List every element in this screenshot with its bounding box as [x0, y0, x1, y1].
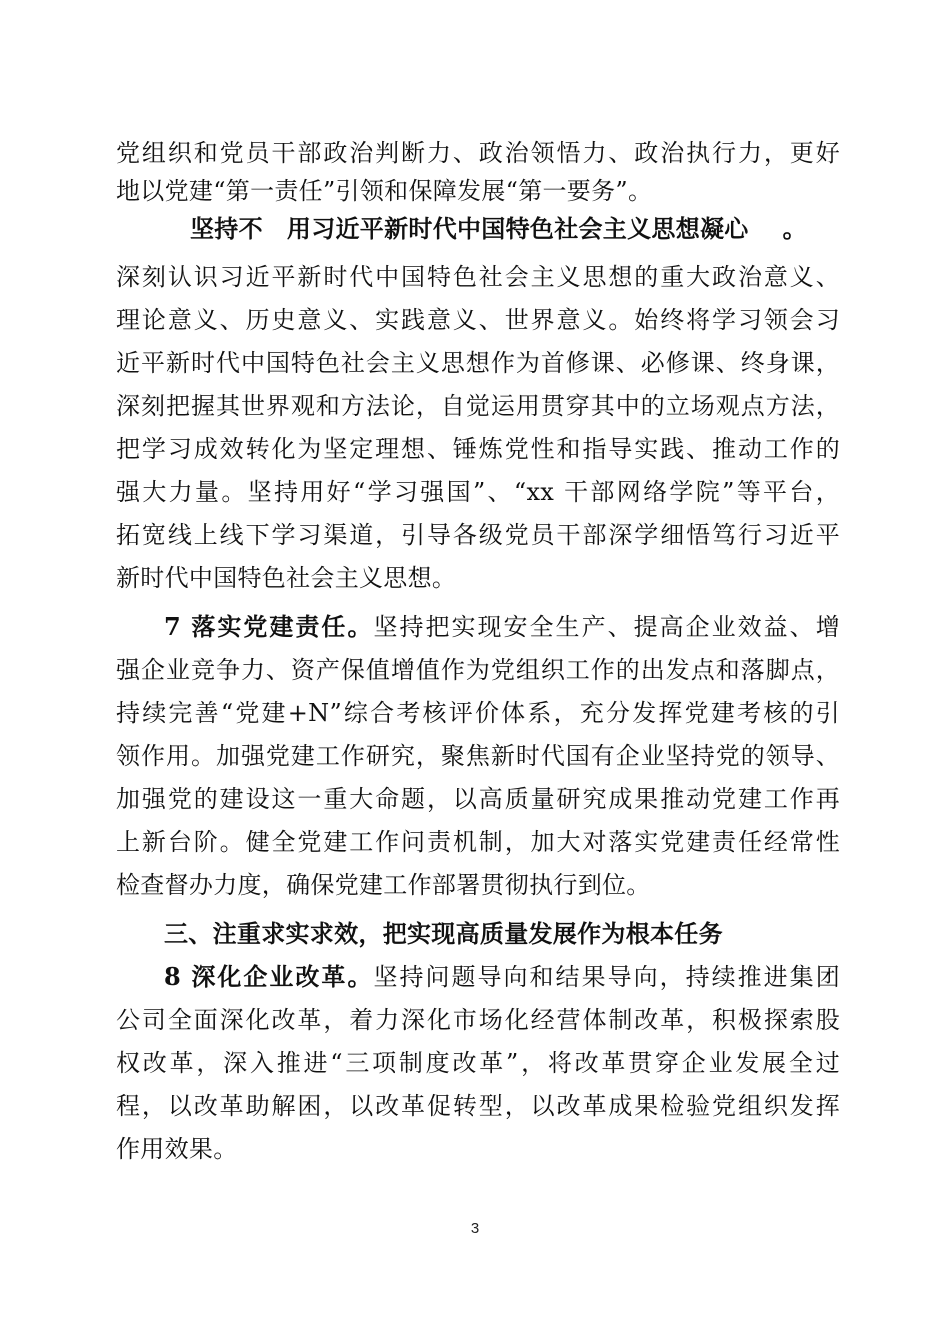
body-line: 上新台阶。健全党建工作问责机制，加大对落实党建责任经常性 [116, 828, 840, 856]
item-8-line [164, 962, 840, 992]
subheading-1-part-b: 用习近平新时代中国特色社会主义思想凝心 [286, 214, 749, 243]
section-3-heading: 三、注重求实求效，把实现高质量发展作为根本任务 [164, 919, 723, 948]
body-line: 近平新时代中国特色社会主义思想作为首修课、必修课、终身课， [116, 349, 840, 377]
body-line: 党组织和党员干部政治判断力、政治领悟力、政治执行力，更好 [116, 139, 840, 167]
body-line: 地以党建“第一责任”引领和保障发展“第一要务”。 [116, 177, 653, 205]
item-8-text: 坚持问题导向和结果导向，持续推进集团 [373, 963, 840, 991]
body-line: 强企业竞争力、资产保值增值作为党组织工作的出发点和落脚点， [116, 656, 840, 684]
subheading-1 [190, 214, 850, 244]
body-line: 新时代中国特色社会主义思想。 [116, 564, 457, 592]
subheading-1-part-a: 坚持不 [190, 214, 263, 243]
body-line: 深刻把握其世界观和方法论，自觉运用贯穿其中的立场观点方法， [116, 392, 840, 420]
body-line: 拓宽线上线下学习渠道，引导各级党员干部深学细悟笃行习近平 [116, 521, 840, 549]
item-8-title: 8 深化企业改革。 [164, 962, 374, 991]
body-line: 加强党的建设这一重大命题，以高质量研究成果推动党建工作再 [116, 785, 840, 813]
body-line: 作用效果。 [116, 1135, 238, 1163]
item-7-text: 坚持把实现安全生产、提高企业效益、增 [373, 613, 840, 641]
body-line: 领作用。加强党建工作研究，聚焦新时代国有企业坚持党的领导、 [116, 742, 840, 770]
body-line: 持续完善“党建+N”综合考核评价体系，充分发挥党建考核的引 [116, 699, 840, 727]
body-line: 公司全面深化改革，着力深化市场化经营体制改革，积极探索股 [116, 1006, 840, 1034]
item-7-title: 7 落实党建责任。 [164, 612, 374, 641]
subheading-1-part-c: 。 [782, 214, 807, 243]
body-line: 强大力量。坚持用好“学习强国”、“xx 干部网络学院”等平台， [116, 478, 840, 506]
body-line: 程，以改革助解困，以改革促转型，以改革成果检验党组织发挥 [116, 1092, 840, 1120]
body-line: 权改革，深入推进“三项制度改革”，将改革贯穿企业发展全过 [116, 1049, 840, 1077]
body-line: 检查督办力度，确保党建工作部署贯彻执行到位。 [116, 871, 651, 899]
body-line: 理论意义、历史意义、实践意义、世界意义。始终将学习领会习 [116, 306, 840, 334]
page-number: 3 [470, 1220, 480, 1237]
item-7-line [164, 612, 840, 642]
body-line: 深刻认识习近平新时代中国特色社会主义思想的重大政治意义、 [116, 263, 840, 291]
body-line: 把学习成效转化为坚定理想、锤炼党性和指导实践、推动工作的 [116, 435, 840, 463]
